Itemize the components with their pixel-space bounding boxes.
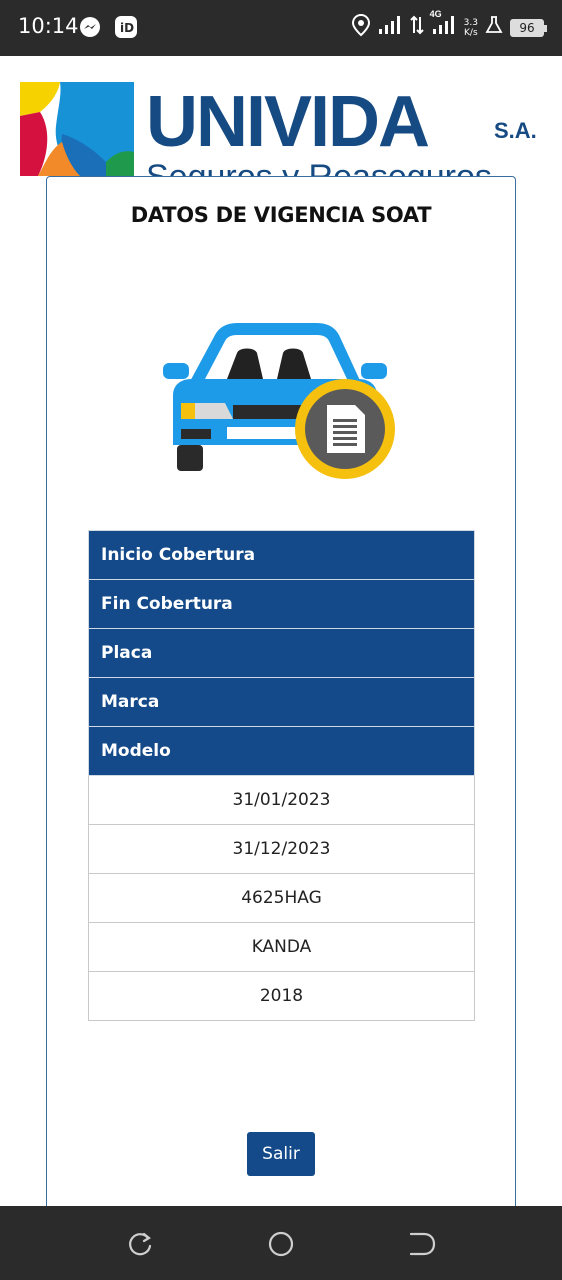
value-placa: 4625HAG [89,874,475,923]
header-inicio-cobertura: Inicio Cobertura [89,531,475,580]
net-speed: 3.3 K/s [463,17,478,38]
exit-button[interactable]: Salir [247,1132,315,1176]
table-row [89,678,475,727]
data-arrows-icon [410,15,424,40]
home-icon[interactable] [267,1230,295,1258]
table-row [89,580,475,629]
location-icon [352,14,370,41]
table-row [89,874,475,923]
header-marca: Marca [89,678,475,727]
univida-logo [20,82,542,176]
header-modelo: Modelo [89,727,475,776]
battery-icon: 96 [510,19,544,37]
header-fin-cobertura: Fin Cobertura [89,580,475,629]
svg-text:iD: iD [120,21,135,35]
flask-icon [486,16,502,39]
logo-text: UNIVIDA [146,82,429,162]
table-row [89,776,475,825]
table-row [89,629,475,678]
status-time: 10:14 [18,14,79,38]
soat-card [46,176,516,1216]
car-document-icon [157,317,407,487]
signal-icon [378,15,402,40]
logo-suffix: S.A. [494,118,537,143]
navigation-bar [0,1206,562,1280]
table-row [89,531,475,580]
table-row [89,923,475,972]
value-modelo: 2018 [89,972,475,1021]
signal-4g-icon [429,9,456,40]
value-inicio-cobertura: 31/01/2023 [89,776,475,825]
table-row [89,972,475,1021]
back-icon[interactable] [408,1230,436,1258]
recent-apps-icon[interactable] [126,1230,154,1258]
value-fin-cobertura: 31/12/2023 [89,825,475,874]
table-row [89,825,475,874]
header-placa: Placa [89,629,475,678]
messenger-icon [78,15,102,44]
status-bar [0,0,562,56]
logo-emblem-icon [20,82,134,176]
page-title: DATOS DE VIGENCIA SOAT [130,203,432,227]
value-marca: KANDA [89,923,475,972]
table-row [89,727,475,776]
network-type: 4G [429,9,442,19]
soat-data-table [88,530,475,1021]
indrive-icon [114,15,138,44]
